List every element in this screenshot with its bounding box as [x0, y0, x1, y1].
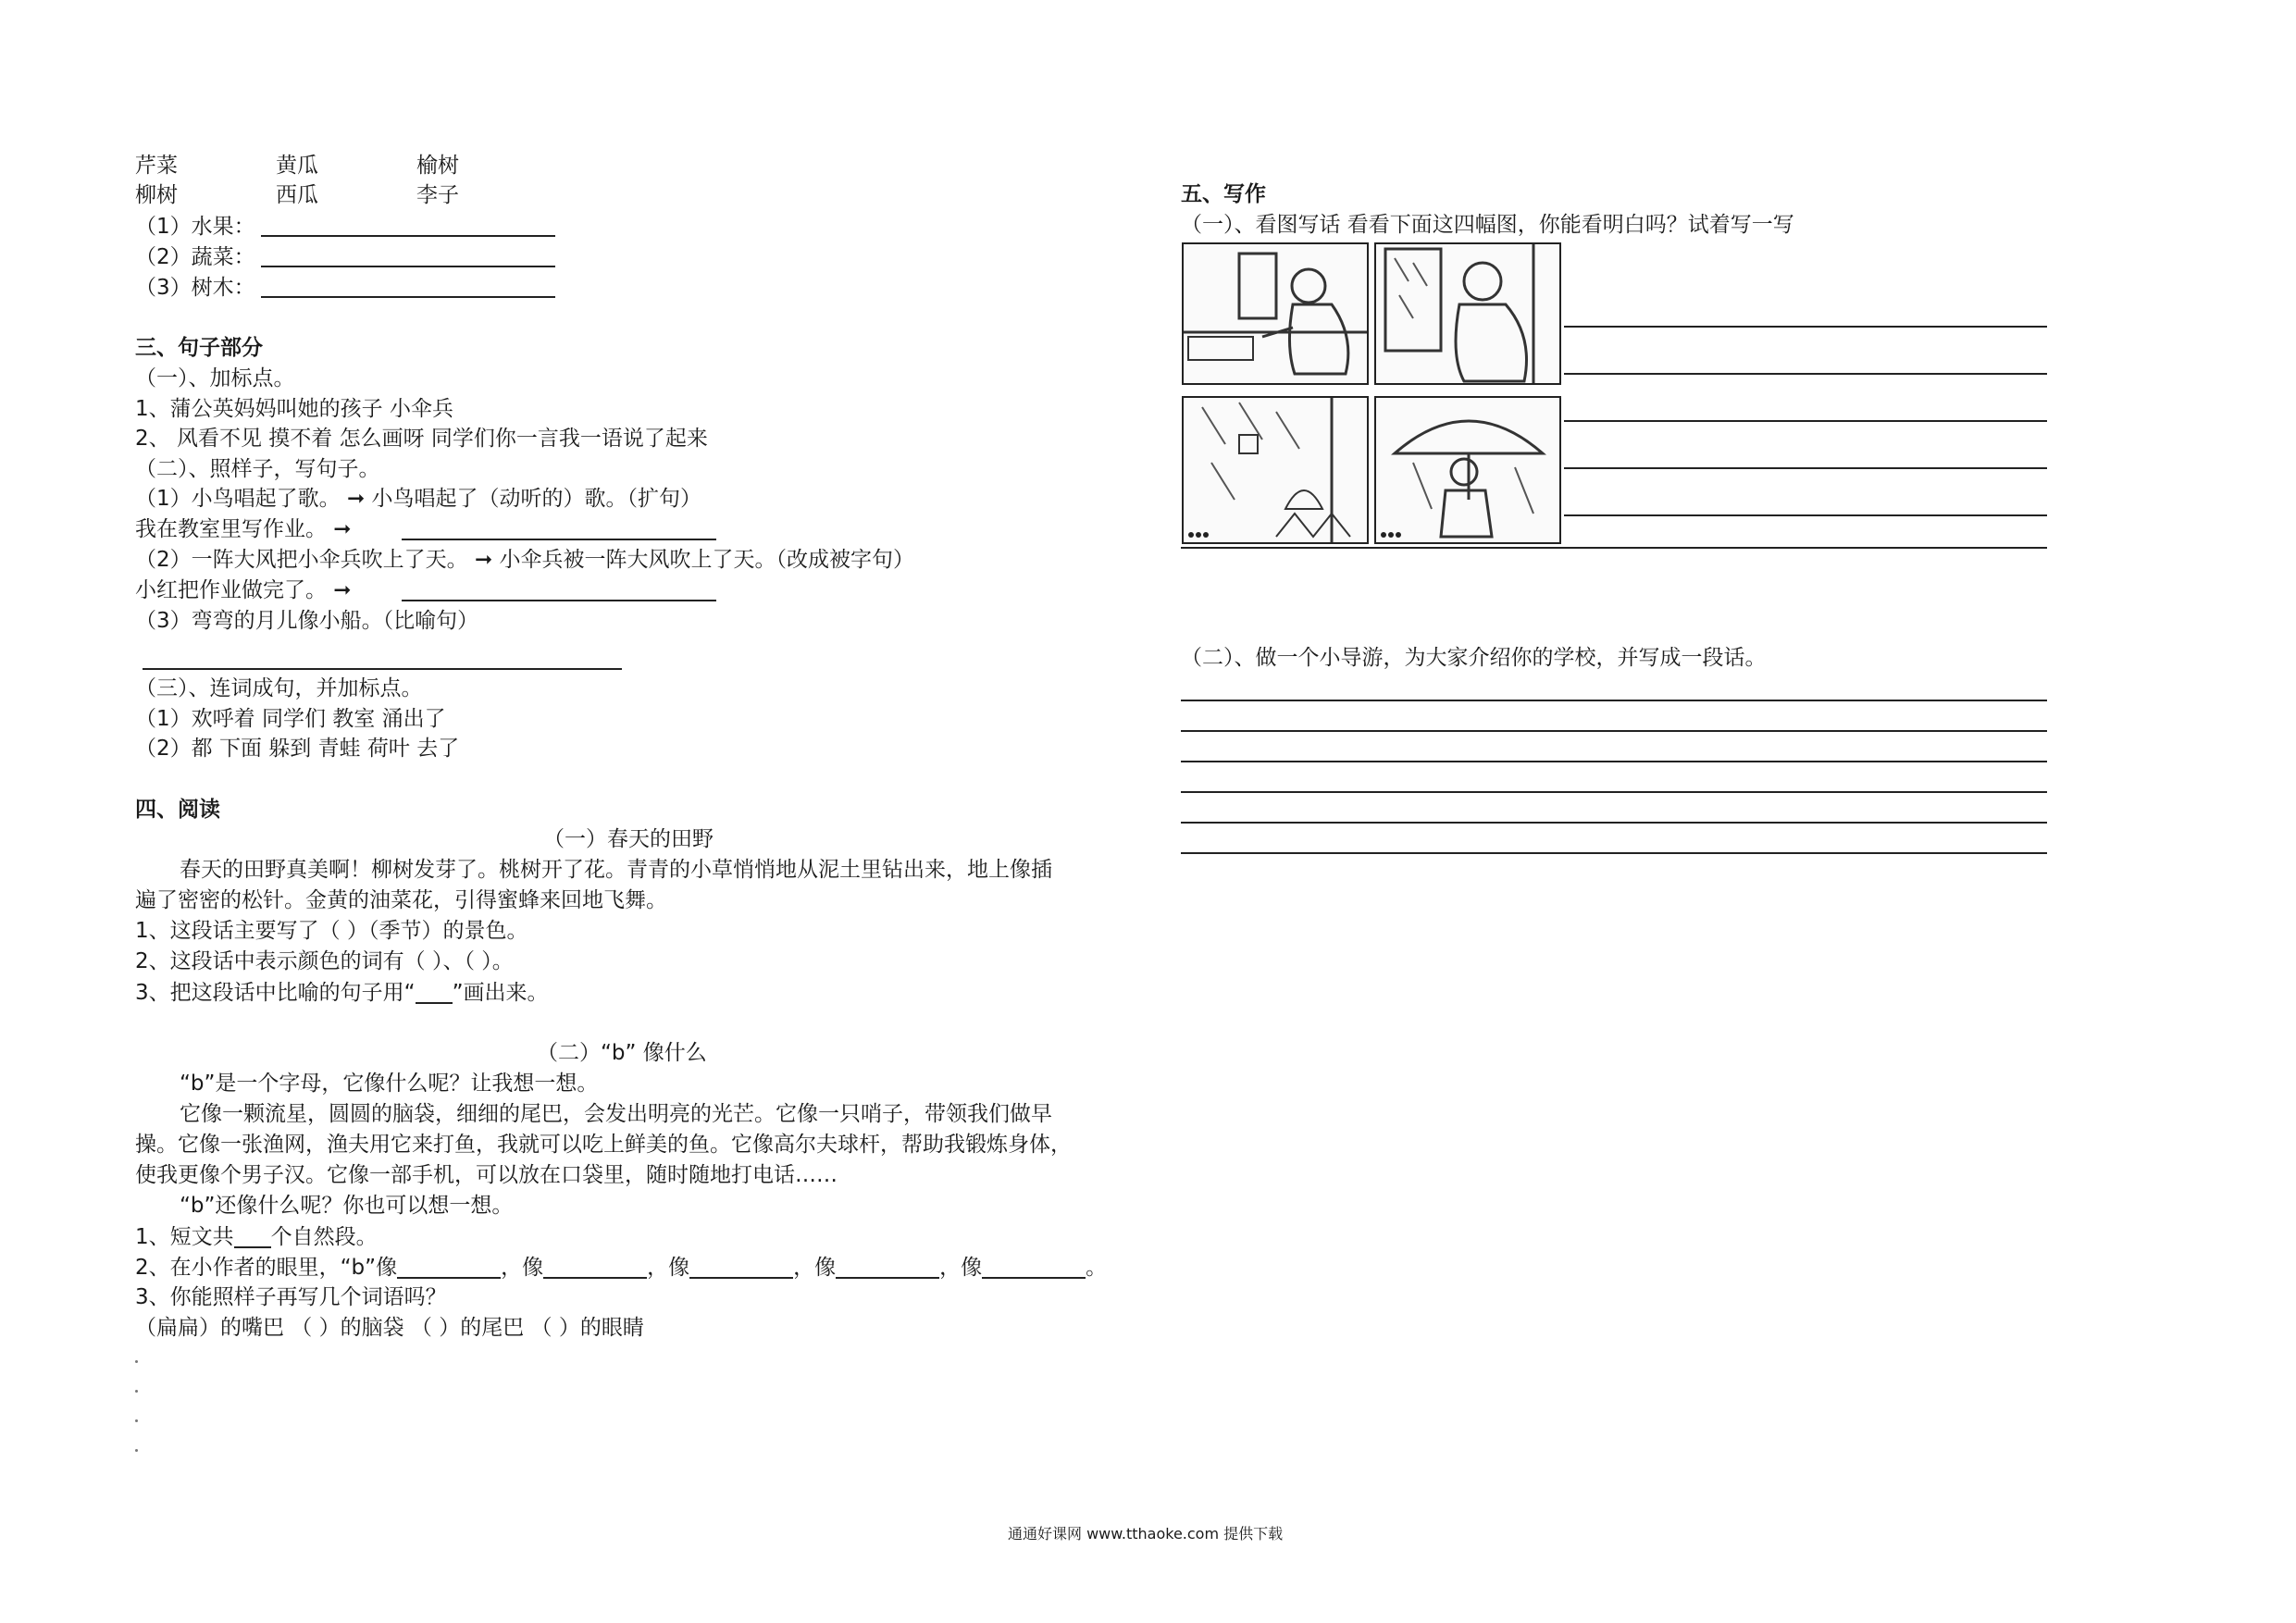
- like-sep-3: ，像: [793, 1256, 837, 1280]
- stray-mark: [135, 1449, 138, 1452]
- word-willow: 柳树: [135, 183, 178, 207]
- writing2-line-2[interactable]: [1181, 730, 2047, 732]
- writing1-line-3[interactable]: [1564, 420, 2047, 422]
- imitate-question-1: 我在教室里写作业。 ➞: [135, 517, 352, 541]
- like-blank-3[interactable]: [689, 1257, 793, 1279]
- word-watermelon: 西瓜: [276, 183, 318, 207]
- word-cucumber: 黄瓜: [276, 154, 318, 178]
- stray-mark: [135, 1360, 138, 1363]
- imitate-example-1: （1）小鸟唱起了歌。 ➞ 小鸟唱起了（动听的）歌。（扩句）: [135, 487, 702, 511]
- stray-mark: [135, 1419, 138, 1422]
- rain-window-icon: [1184, 398, 1367, 542]
- boy-writing-icon: [1184, 244, 1367, 383]
- imitate-answer-1-line[interactable]: [402, 539, 716, 540]
- girl-umbrella-icon: [1376, 398, 1559, 542]
- reading2-question-1-text-a: 1、短文共: [135, 1225, 234, 1249]
- like-blank-2[interactable]: [543, 1257, 647, 1279]
- imitate-question-2: 小红把作业做完了。 ➞: [135, 578, 352, 602]
- imitate-answer-2-line[interactable]: [402, 600, 716, 601]
- like-blank-1[interactable]: [397, 1257, 501, 1279]
- writing2-title: （二）、做一个小导游，为大家介绍你的学校，并写成一段话。: [1181, 646, 1767, 670]
- punct-sentence-2: 2、 风看不见 摸不着 怎么画呀 同学们你一言我一语说了起来: [135, 427, 708, 451]
- classify-fruit-label: （1）水果：: [135, 215, 255, 239]
- classify-tree-line[interactable]: [261, 296, 555, 298]
- footer-text: 通通好课网 www.tthaoke.com 提供下载: [1008, 1525, 1284, 1542]
- like-blank-4[interactable]: [836, 1257, 939, 1279]
- picture-panel-1: [1182, 242, 1369, 385]
- reading2-line-4: 使我更像个男子汉。它像一部手机，可以放在口袋里，随时随地打电话……: [135, 1163, 838, 1187]
- reading2-question-1-text-b: 个自然段。: [270, 1225, 378, 1249]
- like-end: 。: [1086, 1256, 1108, 1280]
- word-celery: 芹菜: [135, 154, 178, 178]
- reading2-question-3-words: （扁扁）的嘴巴 （ ）的脑袋 （ ）的尾巴 （ ）的眼睛: [135, 1316, 644, 1340]
- join-title: （三）、连词成句，并加标点。: [135, 676, 423, 700]
- writing1-line-6[interactable]: [1181, 547, 2047, 549]
- reading2-line-2: 它像一颗流星，圆圆的脑袋，细细的尾巴，会发出明亮的光芒。它像一只哨子，带领我们做早: [180, 1102, 1052, 1126]
- reading1-line-1: 春天的田野真美啊！柳树发芽了。桃树开了花。青青的小草悄悄地从泥土里钻出来，地上像插: [180, 858, 1052, 882]
- reading1-question-3-text-b: ”画出来。: [452, 981, 549, 1005]
- classify-tree-label: （3）树木：: [135, 276, 255, 300]
- reading2-line-3: 操。它像一张渔网，渔夫用它来打鱼，我就可以吃上鲜美的鱼。它像高尔夫球杆，帮助我锻炼身体，: [135, 1133, 1072, 1157]
- writing2-line-4[interactable]: [1181, 791, 2047, 793]
- paragraph-count-blank[interactable]: [234, 1226, 271, 1248]
- reading2-question-1: [135, 1226, 378, 1248]
- picture-panel-4: [1374, 396, 1561, 544]
- classify-fruit-line[interactable]: [261, 235, 555, 237]
- underline-sample-blank: [416, 982, 453, 1004]
- imitate-title: （二）、照样子，写句子。: [135, 457, 380, 481]
- writing1-line-5[interactable]: [1564, 514, 2047, 516]
- boy-at-window-icon: [1376, 244, 1559, 383]
- writing1-line-4[interactable]: [1564, 467, 2047, 469]
- join-sentence-2: （2）都 下面 躲到 青蛙 荷叶 去了: [135, 737, 460, 761]
- reading1-question-1: 1、这段话主要写了（ ）（季节）的景色。: [135, 919, 528, 943]
- imitate-answer-3-line[interactable]: [143, 668, 622, 670]
- picture-panel-3: [1182, 396, 1369, 544]
- reading2-question-3: 3、你能照样子再写几个词语吗？: [135, 1285, 447, 1309]
- writing2-line-6[interactable]: [1181, 852, 2047, 854]
- join-sentence-1: （1）欢呼着 同学们 教室 涌出了: [135, 707, 446, 731]
- classify-veg-label: （2）蔬菜：: [135, 245, 255, 269]
- like-sep-4: ，像: [939, 1256, 983, 1280]
- reading1-title: （一）春天的田野: [543, 827, 714, 851]
- reading1-question-2: 2、这段话中表示颜色的词有（ ）、（ ）。: [135, 949, 514, 973]
- writing2-line-1[interactable]: [1181, 700, 2047, 701]
- like-sep-2: ，像: [647, 1256, 690, 1280]
- section4-heading: 四、阅读: [135, 798, 220, 822]
- word-plum: 李子: [416, 183, 459, 207]
- word-elm: 榆树: [416, 154, 459, 178]
- picture-panel-2: [1374, 242, 1561, 385]
- section5-heading: 五、写作: [1181, 182, 1266, 206]
- reading1-line-2: 遍了密密的松针。金黄的油菜花，引得蜜蜂来回地飞舞。: [135, 888, 667, 912]
- punct-sentence-1: 1、蒲公英妈妈叫她的孩子 小伞兵: [135, 397, 453, 421]
- classify-veg-line[interactable]: [261, 266, 555, 267]
- section3-heading: 三、句子部分: [135, 336, 263, 360]
- reading2-question-2: [135, 1257, 1107, 1279]
- writing2-line-5[interactable]: [1181, 822, 2047, 824]
- reading2-title: （二）“b” 像什么: [537, 1041, 707, 1065]
- writing2-line-3[interactable]: [1181, 761, 2047, 762]
- imitate-example-2: （2）一阵大风把小伞兵吹上了天。 ➞ 小伞兵被一阵大风吹上了天。（改成被字句）: [135, 548, 915, 572]
- reading2-question-2-text: 2、在小作者的眼里，“b”像: [135, 1256, 398, 1280]
- like-sep-1: ，像: [501, 1256, 544, 1280]
- writing1-line-1[interactable]: [1564, 326, 2047, 328]
- like-blank-5[interactable]: [982, 1257, 1086, 1279]
- reading2-line-5: “b”还像什么呢？你也可以想一想。: [180, 1194, 514, 1218]
- stray-mark: [135, 1390, 138, 1393]
- reading2-line-1: “b”是一个字母，它像什么呢？让我想一想。: [180, 1072, 599, 1096]
- imitate-example-3: （3）弯弯的月儿像小船。（比喻句）: [135, 609, 479, 633]
- reading1-question-3-text-a: 3、把这段话中比喻的句子用“: [135, 981, 416, 1005]
- writing1-line-2[interactable]: [1564, 373, 2047, 375]
- reading1-question-3: [135, 982, 548, 1004]
- writing1-title: （一）、看图写话 看看下面这四幅图，你能看明白吗？试着写一写: [1181, 213, 1794, 237]
- punct-title: （一）、加标点。: [135, 366, 295, 390]
